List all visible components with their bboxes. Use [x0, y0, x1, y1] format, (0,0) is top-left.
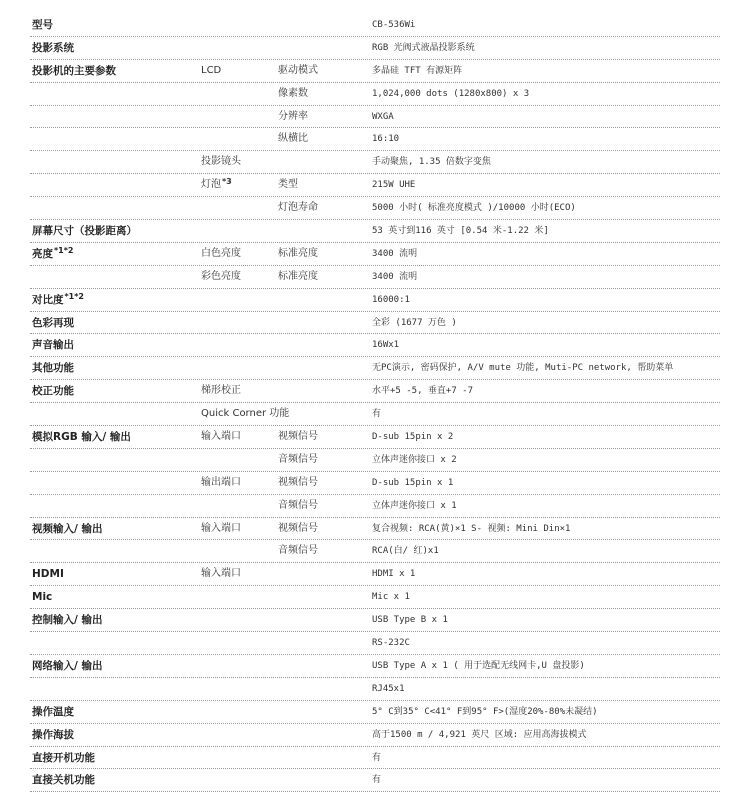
spec-value-text: 有	[372, 409, 382, 420]
spec-subcategory-text: 白色亮度	[201, 247, 241, 259]
spec-category-text: 色彩再现	[32, 316, 74, 329]
spec-table	[30, 14, 720, 792]
spec-category	[32, 243, 74, 265]
spec-value	[372, 655, 585, 677]
spec-row	[30, 472, 720, 495]
spec-row	[30, 174, 720, 197]
spec-category	[32, 37, 74, 59]
spec-category	[32, 14, 53, 36]
spec-row	[30, 609, 720, 632]
footnote-marker: *1*2	[54, 245, 74, 255]
spec-row	[30, 243, 720, 266]
spec-category-text: 其他功能	[32, 362, 74, 375]
spec-value	[372, 174, 415, 196]
spec-value	[372, 586, 410, 608]
spec-category	[32, 747, 95, 769]
spec-value	[372, 243, 417, 265]
spec-row	[30, 14, 720, 37]
spec-row	[30, 128, 720, 151]
spec-category-text: 操作海拔	[32, 728, 74, 741]
spec-value-text: D-sub 15pin x 1	[372, 477, 454, 488]
spec-value	[372, 60, 462, 82]
spec-item	[278, 197, 318, 219]
spec-category	[32, 312, 74, 334]
spec-category-text: 操作温度	[32, 705, 74, 718]
spec-value-text: D-sub 15pin x 2	[372, 432, 454, 443]
spec-category-text: 控制输入/ 输出	[32, 614, 103, 627]
spec-category-text: 直接开机功能	[32, 751, 95, 764]
spec-subcategory	[201, 174, 232, 196]
spec-value-text: 有	[372, 775, 382, 786]
spec-value	[372, 769, 381, 791]
spec-item	[278, 449, 318, 471]
spec-category	[32, 655, 103, 677]
spec-category-text: 模拟RGB 输入/ 输出	[32, 431, 131, 444]
spec-value	[372, 563, 415, 585]
spec-subcategory-text: 输出端口	[201, 476, 241, 488]
spec-value-text: RGB 光阀式液晶投影系统	[372, 42, 475, 53]
spec-value	[372, 403, 381, 425]
spec-row	[30, 518, 720, 541]
spec-category	[32, 426, 131, 448]
spec-value	[372, 609, 448, 631]
spec-subcategory	[201, 266, 241, 288]
spec-subcategory	[201, 151, 241, 173]
spec-value-text: 16:10	[372, 134, 400, 145]
spec-category-text: 校正功能	[32, 385, 74, 398]
spec-category-text: 视频输入/ 输出	[32, 522, 103, 535]
spec-value-text: RJ45x1	[372, 683, 405, 694]
spec-subcategory-text: 梯形校正	[201, 385, 241, 397]
spec-value	[372, 472, 453, 494]
spec-subcategory-text: LCD	[201, 64, 222, 76]
spec-value	[372, 357, 673, 379]
spec-value	[372, 334, 399, 356]
spec-subcategory-text: Quick Corner 功能	[201, 408, 290, 420]
spec-row	[30, 701, 720, 724]
spec-item-text: 视频信号	[278, 476, 318, 488]
spec-row	[30, 380, 720, 403]
spec-value-text: USB Type B x 1	[372, 615, 448, 626]
spec-value	[372, 747, 381, 769]
spec-category-text: 直接关机功能	[32, 774, 95, 787]
spec-subcategory	[201, 426, 241, 448]
spec-category-text: 声音输出	[32, 339, 74, 352]
spec-row	[30, 266, 720, 289]
spec-value-text: 1,024,000 dots (1280x800) x 3	[372, 88, 530, 99]
spec-value-text: USB Type A x 1 ( 用于选配无线网卡,U 盘投影)	[372, 660, 585, 671]
spec-item	[278, 540, 318, 562]
spec-row	[30, 334, 720, 357]
spec-item-text: 标准亮度	[278, 270, 318, 282]
spec-value	[372, 266, 417, 288]
spec-row	[30, 106, 720, 129]
spec-category	[32, 769, 95, 791]
spec-value	[372, 14, 415, 36]
spec-category-text: 网络输入/ 输出	[32, 659, 103, 672]
spec-category	[32, 701, 74, 723]
spec-item	[278, 83, 308, 105]
spec-category	[32, 357, 74, 379]
spec-category-text: 投影系统	[32, 41, 74, 54]
spec-row	[30, 769, 720, 792]
spec-item	[278, 60, 318, 82]
spec-value-text: 无PC演示, 密码保护, A/V mute 功能, Muti-PC network, 帮助菜单	[372, 363, 674, 374]
spec-category	[32, 586, 52, 608]
spec-value	[372, 83, 529, 105]
spec-value	[372, 724, 587, 746]
spec-value	[372, 426, 453, 448]
spec-row	[30, 37, 720, 60]
spec-value	[372, 495, 457, 517]
spec-item-text: 分辨率	[278, 110, 308, 122]
spec-category-text: 屏幕尺寸（投影距离）	[32, 225, 137, 238]
spec-row	[30, 724, 720, 747]
spec-value-text: 手动聚焦, 1.35 倍数字变焦	[372, 157, 491, 168]
spec-value-text: CB-536Wi	[372, 20, 416, 30]
spec-value-text: 复合视频: RCA(黄)×1 S- 视频: Mini Din×1	[372, 523, 571, 534]
spec-row	[30, 151, 720, 174]
spec-row	[30, 632, 720, 655]
spec-item-text: 音频信号	[278, 545, 318, 557]
spec-row	[30, 289, 720, 312]
spec-value-text: 16Wx1	[372, 340, 400, 351]
spec-category-text: 亮度	[32, 247, 53, 260]
spec-value	[372, 449, 457, 471]
spec-row	[30, 197, 720, 220]
spec-subcategory	[201, 403, 289, 425]
spec-row	[30, 678, 720, 701]
spec-item	[278, 518, 318, 540]
spec-item-text: 类型	[278, 179, 298, 191]
spec-row	[30, 83, 720, 106]
spec-subcategory-text: 投影镜头	[201, 156, 241, 168]
spec-category	[32, 563, 64, 585]
spec-subcategory-text: 输入端口	[201, 568, 241, 580]
spec-value-text: 立体声迷你接口 x 1	[372, 500, 457, 511]
spec-category	[32, 289, 84, 311]
spec-item	[278, 106, 308, 128]
spec-item-text: 驱动模式	[278, 64, 318, 76]
spec-category	[32, 518, 103, 540]
spec-value-text: Mic x 1	[372, 592, 410, 603]
spec-value	[372, 312, 457, 334]
spec-row	[30, 563, 720, 586]
spec-row	[30, 655, 720, 678]
spec-value	[372, 678, 405, 700]
spec-subcategory	[201, 243, 241, 265]
spec-value-text: HDMI x 1	[372, 569, 416, 580]
spec-subcategory	[201, 380, 241, 402]
spec-item-text: 音频信号	[278, 453, 318, 465]
spec-row	[30, 220, 720, 243]
spec-row	[30, 357, 720, 380]
spec-category	[32, 380, 74, 402]
spec-item-text: 灯泡寿命	[278, 202, 318, 214]
spec-item	[278, 128, 308, 150]
spec-category-text: 对比度	[32, 293, 64, 306]
spec-category	[32, 724, 74, 746]
spec-value-text: 水平+5 -5, 垂直+7 -7	[372, 386, 474, 397]
spec-value	[372, 37, 475, 59]
spec-value-text: RCA(白/ 红)x1	[372, 546, 439, 557]
spec-value	[372, 632, 410, 654]
spec-value-text: 3400 流明	[372, 248, 418, 259]
spec-subcategory-text: 输入端口	[201, 522, 241, 534]
footnote-marker: *3	[222, 177, 232, 187]
spec-category-text: 投影机的主要参数	[32, 64, 116, 77]
spec-value	[372, 540, 439, 562]
spec-item	[278, 243, 318, 265]
spec-category	[32, 609, 103, 631]
spec-value	[372, 518, 570, 540]
spec-subcategory	[201, 518, 241, 540]
spec-category	[32, 220, 137, 242]
spec-value-text: 16000:1	[372, 294, 410, 305]
spec-item	[278, 174, 298, 196]
spec-value	[372, 128, 399, 150]
spec-item-text: 像素数	[278, 87, 308, 99]
spec-value	[372, 701, 598, 723]
spec-value	[372, 380, 473, 402]
spec-category-text: HDMI	[32, 568, 64, 581]
spec-value-text: 立体声迷你接口 x 2	[372, 454, 457, 465]
spec-item-text: 音频信号	[278, 499, 318, 511]
spec-subcategory	[201, 563, 241, 585]
spec-value-text: 多晶硅 TFT 有源矩阵	[372, 65, 463, 76]
spec-row	[30, 586, 720, 609]
spec-subcategory	[201, 472, 241, 494]
spec-subcategory-text: 彩色亮度	[201, 270, 241, 282]
spec-row	[30, 495, 720, 518]
spec-item	[278, 426, 318, 448]
spec-subcategory-text: 灯泡	[201, 179, 221, 191]
spec-value-text: 高于1500 m / 4,921 英尺 区域: 应用高海拔模式	[372, 729, 587, 740]
spec-category	[32, 60, 116, 82]
spec-category	[32, 334, 74, 356]
spec-category-text: 型号	[32, 19, 53, 31]
spec-row	[30, 426, 720, 449]
spec-value	[372, 106, 394, 128]
footnote-marker: *1*2	[64, 291, 84, 301]
spec-item-text: 视频信号	[278, 431, 318, 443]
spec-item	[278, 495, 318, 517]
spec-value-text: 全彩 (1677 万色 )	[372, 317, 457, 328]
spec-value-text: 53 英寸到116 英寸 [0.54 米-1.22 米]	[372, 226, 549, 237]
spec-item-text: 标准亮度	[278, 247, 318, 259]
spec-value-text: 5000 小时( 标准亮度模式 )/10000 小时(ECO)	[372, 203, 576, 214]
spec-value-text: 215W UHE	[372, 180, 416, 191]
spec-value-text: 3400 流明	[372, 271, 418, 282]
spec-item-text: 视频信号	[278, 522, 318, 534]
spec-value	[372, 151, 491, 173]
spec-value-text: WXGA	[372, 111, 394, 122]
spec-row	[30, 540, 720, 563]
spec-item-text: 纵横比	[278, 133, 308, 145]
spec-row	[30, 449, 720, 472]
spec-value-text: RS-232C	[372, 638, 410, 649]
spec-row	[30, 747, 720, 770]
spec-item	[278, 266, 318, 288]
spec-value	[372, 289, 410, 311]
spec-row	[30, 403, 720, 426]
spec-subcategory-text: 输入端口	[201, 431, 241, 443]
spec-value	[372, 220, 549, 242]
spec-value-text: 有	[372, 752, 382, 763]
spec-row	[30, 312, 720, 335]
spec-value-text: 5° C到35° C<41° F到95° F>(湿度20%-80%未凝结)	[372, 706, 598, 717]
spec-row	[30, 60, 720, 83]
spec-item	[278, 472, 318, 494]
spec-value	[372, 197, 576, 219]
spec-category-text: Mic	[32, 591, 53, 604]
spec-subcategory	[201, 60, 221, 82]
